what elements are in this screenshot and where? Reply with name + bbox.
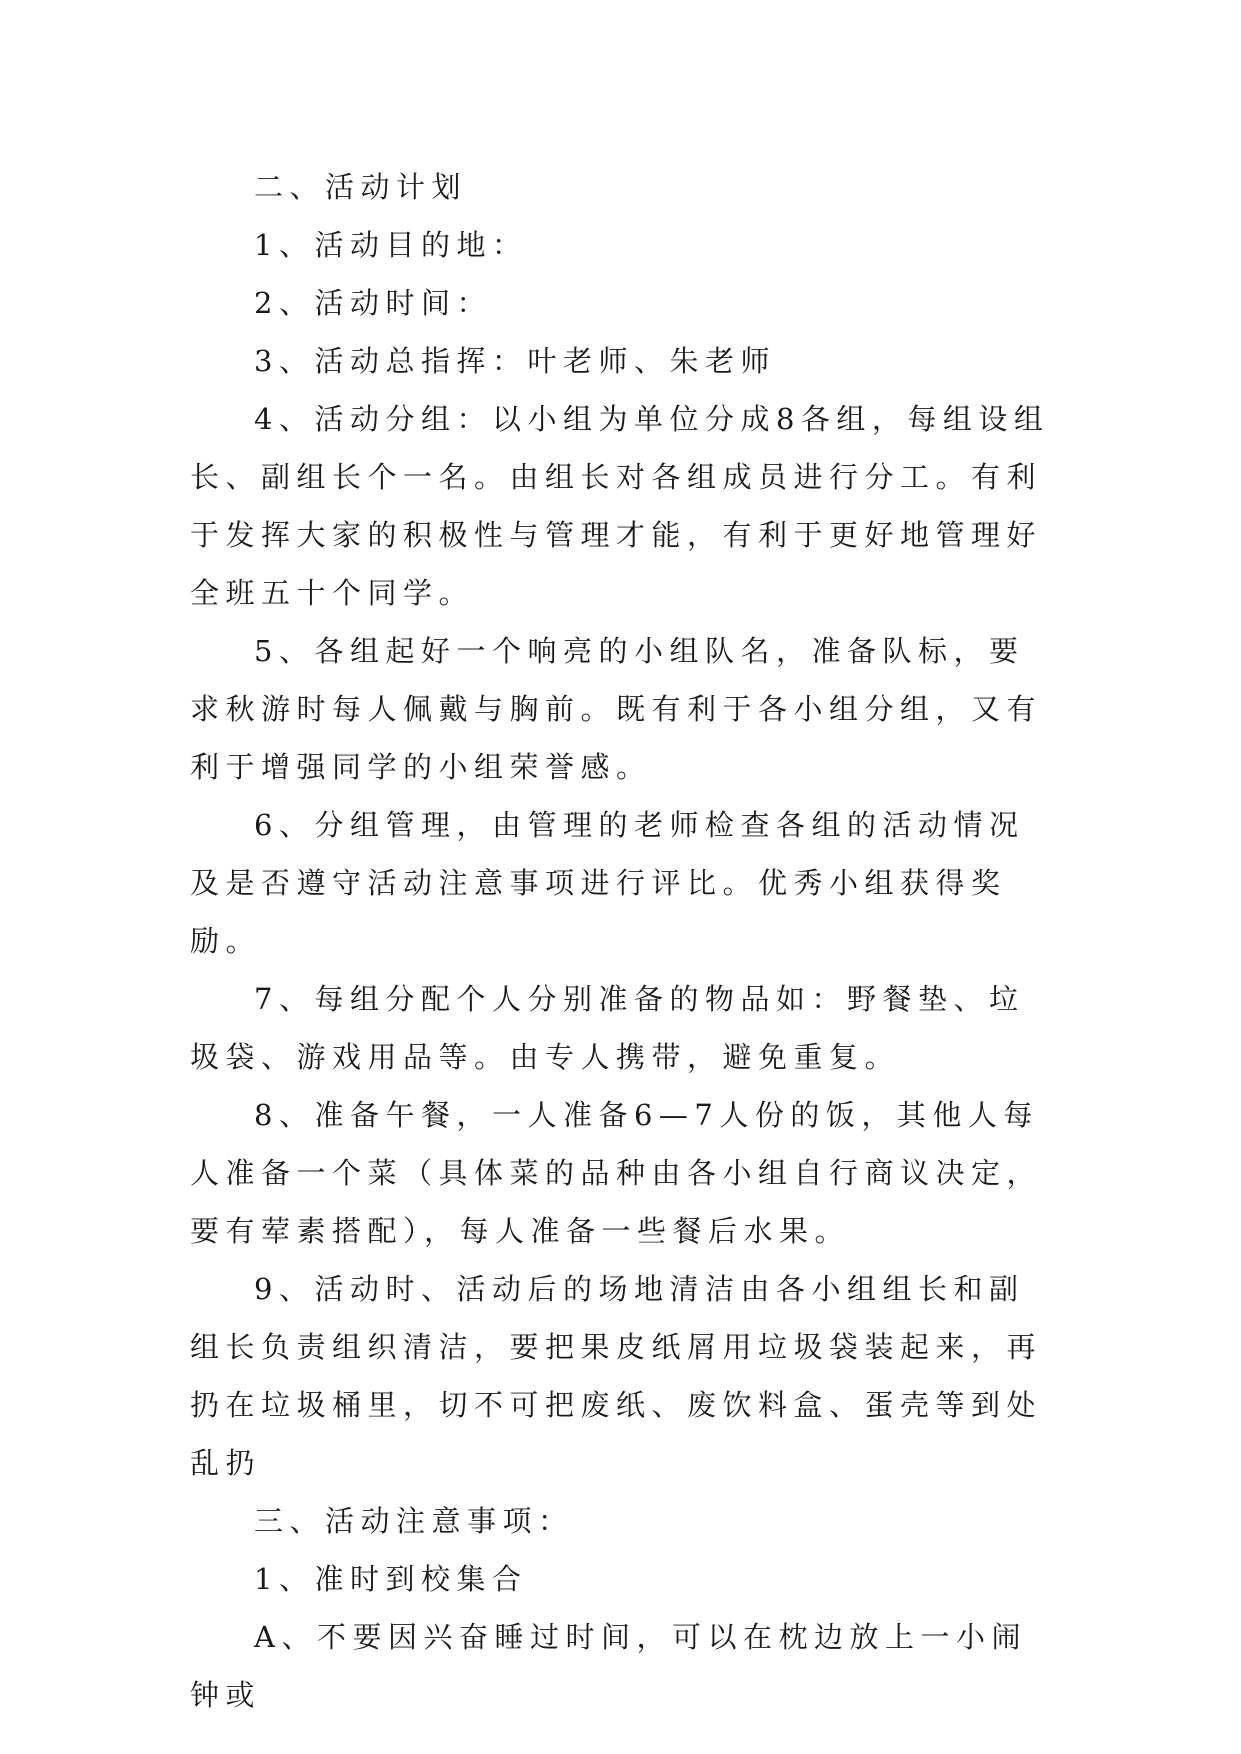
item-destination: 1、活动目的地： bbox=[254, 228, 528, 262]
heading-activity-plan: 二、活动计划 bbox=[254, 170, 468, 204]
item-team-name: 5、各组起好一个响亮的小组队名，准备队标，要求秋游时每人佩戴与胸前。既有利于各小组分组，又有利于增强同学的小组荣誉感。 bbox=[190, 634, 1043, 784]
precaution-on-time: 1、准时到校集合 bbox=[254, 1562, 528, 1596]
precaution-oversleep: A、不要因兴奋睡过时间，可以在枕边放上一小闹钟或 bbox=[190, 1620, 1027, 1712]
heading-precautions: 三、活动注意事项： bbox=[254, 1504, 574, 1538]
document-body bbox=[190, 158, 1050, 1724]
item-grouping: 4、活动分组：以小组为单位分成8各组，每组设组长、副组长个一名。由组长对各组成员进行分工。有利于发挥大家的积极性与管理才能，有利于更好地管理好全班五十个同学。 bbox=[190, 402, 1050, 610]
item-lunch: 8、准备午餐，一人准备6—7人份的饭，其他人每人准备一个菜（具体菜的品种由各小组自行商议决定，要有荤素搭配），每人准备一些餐后水果。 bbox=[190, 1098, 1043, 1248]
item-cleaning: 9、活动时、活动后的场地清洁由各小组组长和副组长负责组织清洁，要把果皮纸屑用垃圾袋装起来，再扔在垃圾桶里，切不可把废纸、废饮料盒、蛋壳等到处乱扔 bbox=[190, 1272, 1043, 1480]
item-management: 6、分组管理，由管理的老师检查各组的活动情况及是否遵守活动注意事项进行评比。优秀小组获得奖励。 bbox=[190, 808, 1025, 958]
item-supplies: 7、每组分配个人分别准备的物品如：野餐垫、垃圾袋、游戏用品等。由专人携带，避免重复。 bbox=[190, 982, 1025, 1074]
item-time: 2、活动时间： bbox=[254, 286, 492, 320]
item-commander: 3、活动总指挥：叶老师、朱老师 bbox=[254, 344, 776, 378]
